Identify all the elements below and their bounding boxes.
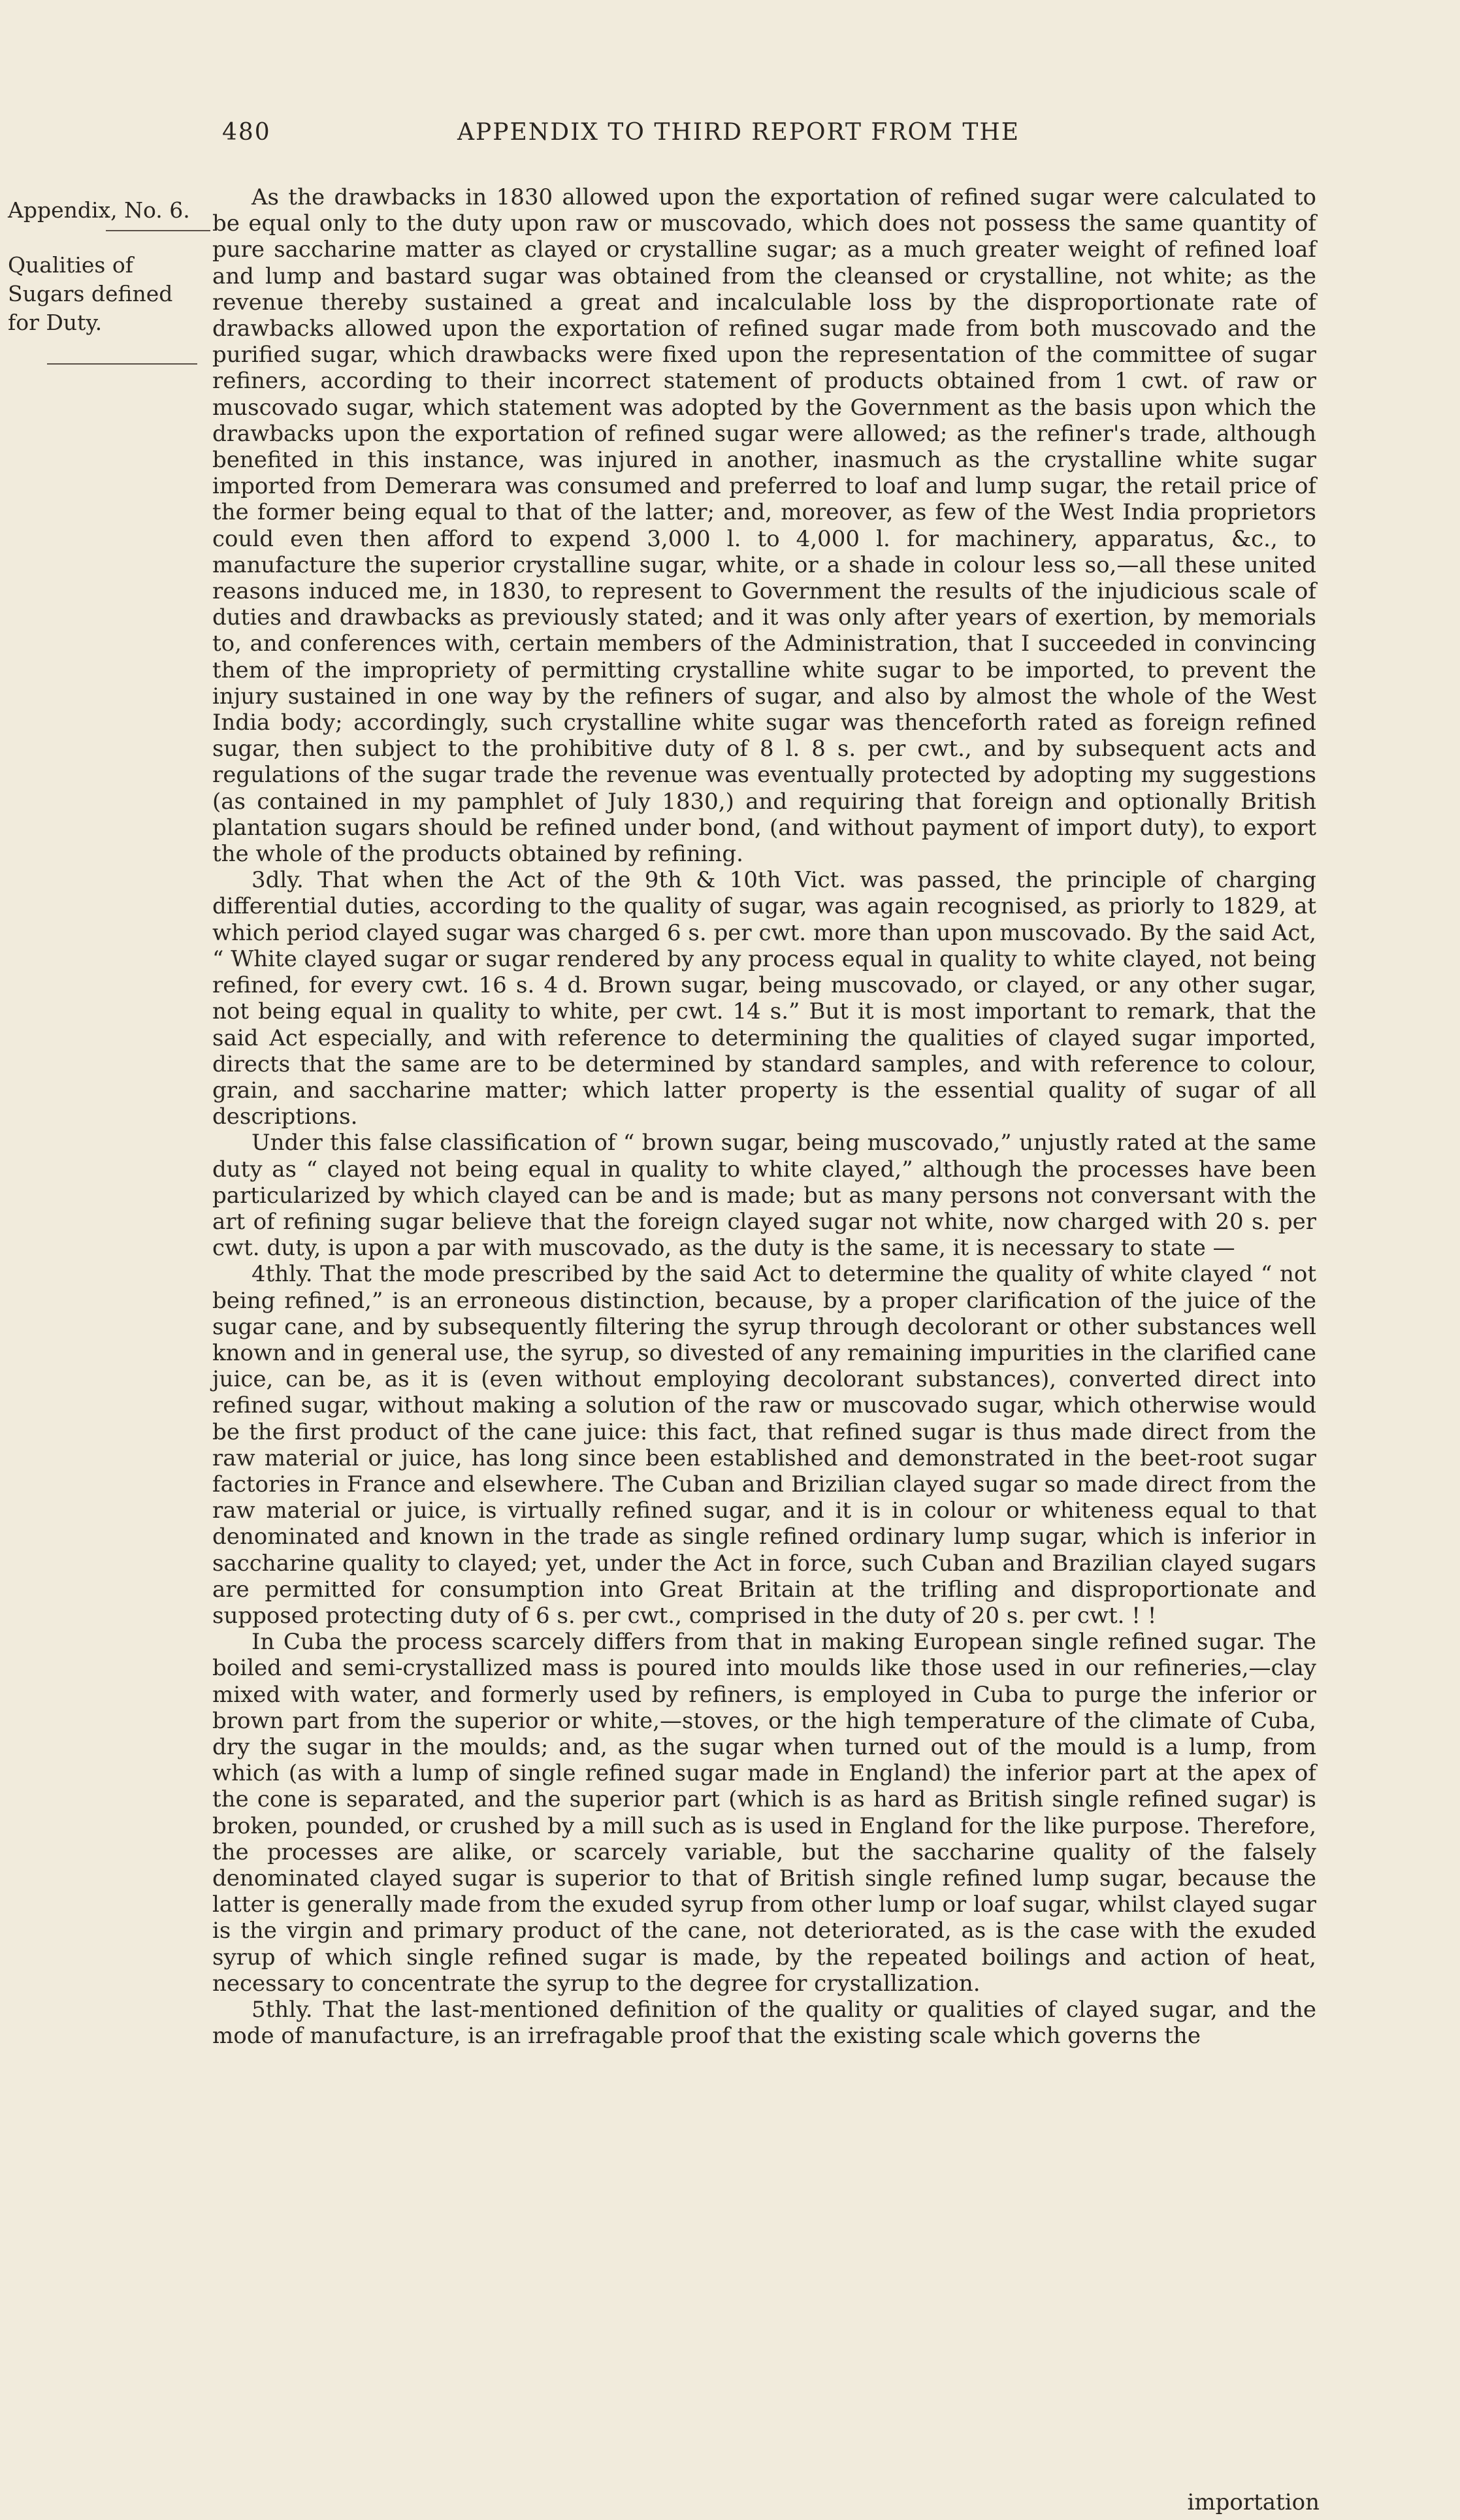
body-text (212, 184, 1316, 2049)
running-title: APPENDIX TO THIRD REPORT FROM THE (457, 119, 1020, 146)
margin-appendix-label: Appendix, No. 6. (8, 197, 190, 223)
paragraph: In Cuba the process scarcely differs from that in making European single refined sugar. The boiled and semi-crystallized mass is poured into moulds like those used in our refineries,—clay mixed with water, and formerly used by refiners, is employed in Cuba to purge the inferior or brown part from the superior or white,—stoves, or the high temperature of the climate of Cuba, dry the sugar in the moulds; and, as the sugar when turned out of the mould is a lump, from which (as with a lump of single refined sugar made in England) the inferior part at the apex of the cone is separated, and the superior part (which is as hard as British single refined sugar) is broken, pounded, or crushed by a mill such as is used in England for the like purpose. Therefore, the processes are alike, or scarcely variable, but the saccharine quality of the falsely denominated clayed sugar is superior to that of British single refined lump sugar, because the latter is generally made from the exuded syrup from other lump or loaf sugar, whilst clayed sugar is the virgin and primary product of the cane, not deteriorated, as is the case with the exuded syrup of which single refined sugar is made, by the repeated boilings and action of heat, necessary to concentrate the syrup to the degree for crystallization. (212, 1629, 1316, 1997)
margin-divider (106, 230, 210, 231)
paragraph: 4thly. That the mode prescribed by the said Act to determine the quality of white clayed “ not being refined,” is an erroneous distinction, because, by a proper clarification of the juice of the sugar cane, and by subsequently filtering the syrup through decolorant or other substances well known and in general use, the syrup, so divested of any remaining impurities in the clarified cane juice, can be, as it is (even without employing decolorant substances), converted direct into refined sugar, without making a solution of the raw or muscovado sugar, which otherwise would be the first product of the cane juice: this fact, that refined sugar is thus made direct from the raw material or juice, has long since been established and demonstrated in the beet-root sugar factories in France and elsewhere. The Cuban and Brizilian clayed sugar so made direct from the raw material or juice, is virtually refined sugar, and it is in colour or whiteness equal to that denominated and known in the trade as single refined ordinary lump sugar, which is inferior in saccharine quality to clayed; yet, under the Act in force, such Cuban and Brazilian clayed sugars are permitted for consumption into Great Britain at the trifling and disproportionate and supposed protecting duty of 6 s. per cwt., comprised in the duty of 20 s. per cwt. ! ! (212, 1261, 1316, 1629)
margin-subject-label: Qualities of Sugars defined for Duty. (8, 252, 173, 335)
margin-divider (47, 363, 197, 365)
margin-note (8, 196, 210, 365)
catchword: importation (1187, 2489, 1320, 2515)
paragraph: As the drawbacks in 1830 allowed upon the exportation of refined sugar were calculated to be equal only to the duty upon raw or muscovado, which does not possess the same quantity of pure saccharine matter as clayed or crystalline sugar; as a much greater weight of refined loaf and lump and bastard sugar was obtained from the cleansed or crystalline, not white; as the revenue thereby sustained a great and incalculable loss by the disproportionate rate of drawbacks allowed upon the exportation of refined sugar made from both muscovado and the purified sugar, which drawbacks were fixed upon the representation of the committee of sugar refiners, according to their incorrect statement of products obtained from 1 cwt. of raw or muscovado sugar, which statement was adopted by the Government as the basis upon which the drawbacks upon the exportation of refined sugar were allowed; as the refiner's trade, although benefited in this instance, was injured in another, inasmuch as the crystalline white sugar imported from Demerara was consumed and preferred to loaf and lump sugar, the retail price of the former being equal to that of the latter; and, moreover, as few of the West India proprietors could even then afford to expend 3,000 l. to 4,000 l. for machinery, apparatus, &c., to manufacture the superior crystalline sugar, white, or a shade in colour less so,—all these united reasons induced me, in 1830, to represent to Government the results of the injudicious scale of duties and drawbacks as previously stated; and it was only after years of exertion, by memorials to, and conferences with, certain members of the Administration, that I succeeded in convincing them of the impropriety of permitting crystalline white sugar to be imported, to prevent the injury sustained in one way by the refiners of sugar, and also by almost the whole of the West India body; accordingly, such crystalline white sugar was thenceforth rated as foreign refined sugar, then subject to the prohibitive duty of 8 l. 8 s. per cwt., and by subsequent acts and regulations of the sugar trade the revenue was eventually protected by adopting my suggestions (as contained in my pamphlet of July 1830,) and requiring that foreign and optionally British plantation sugars should be refined under bond, (and without payment of import duty), to export the whole of the products obtained by refining. (212, 184, 1316, 868)
page-number: 480 (222, 119, 271, 146)
running-header (222, 119, 1320, 158)
paragraph: 3dly. That when the Act of the 9th & 10th Vict. was passed, the principle of charging differential duties, according to the quality of sugar, was again recognised, as priorly to 1829, at which period clayed sugar was charged 6 s. per cwt. more than upon muscovado. By the said Act, “ White clayed sugar or sugar rendered by any process equal in quality to white clayed, not being refined, for every cwt. 16 s. 4 d. Brown sugar, being muscovado, or clayed, or any other sugar, not being equal in quality to white, per cwt. 14 s.” But it is most important to remark, that the said Act especially, and with reference to determining the qualities of clayed sugar imported, directs that the same are to be determined by standard samples, and with reference to colour, grain, and saccharine matter; which latter property is the essential quality of sugar of all descriptions. (212, 867, 1316, 1130)
paragraph: 5thly. That the last-mentioned definition of the quality or qualities of clayed sugar, and the mode of manufacture, is an irrefragable proof that the existing scale which governs the (212, 1997, 1316, 2050)
paragraph: Under this false classification of “ brown sugar, being muscovado,” unjustly rated at the same duty as “ clayed not being equal in quality to white clayed,” although the processes have been particularized by which clayed can be and is made; but as many persons not conversant with the art of refining sugar believe that the foreign clayed sugar not white, now charged with 20 s. per cwt. duty, is upon a par with muscovado, as the duty is the same, it is necessary to state — (212, 1130, 1316, 1262)
